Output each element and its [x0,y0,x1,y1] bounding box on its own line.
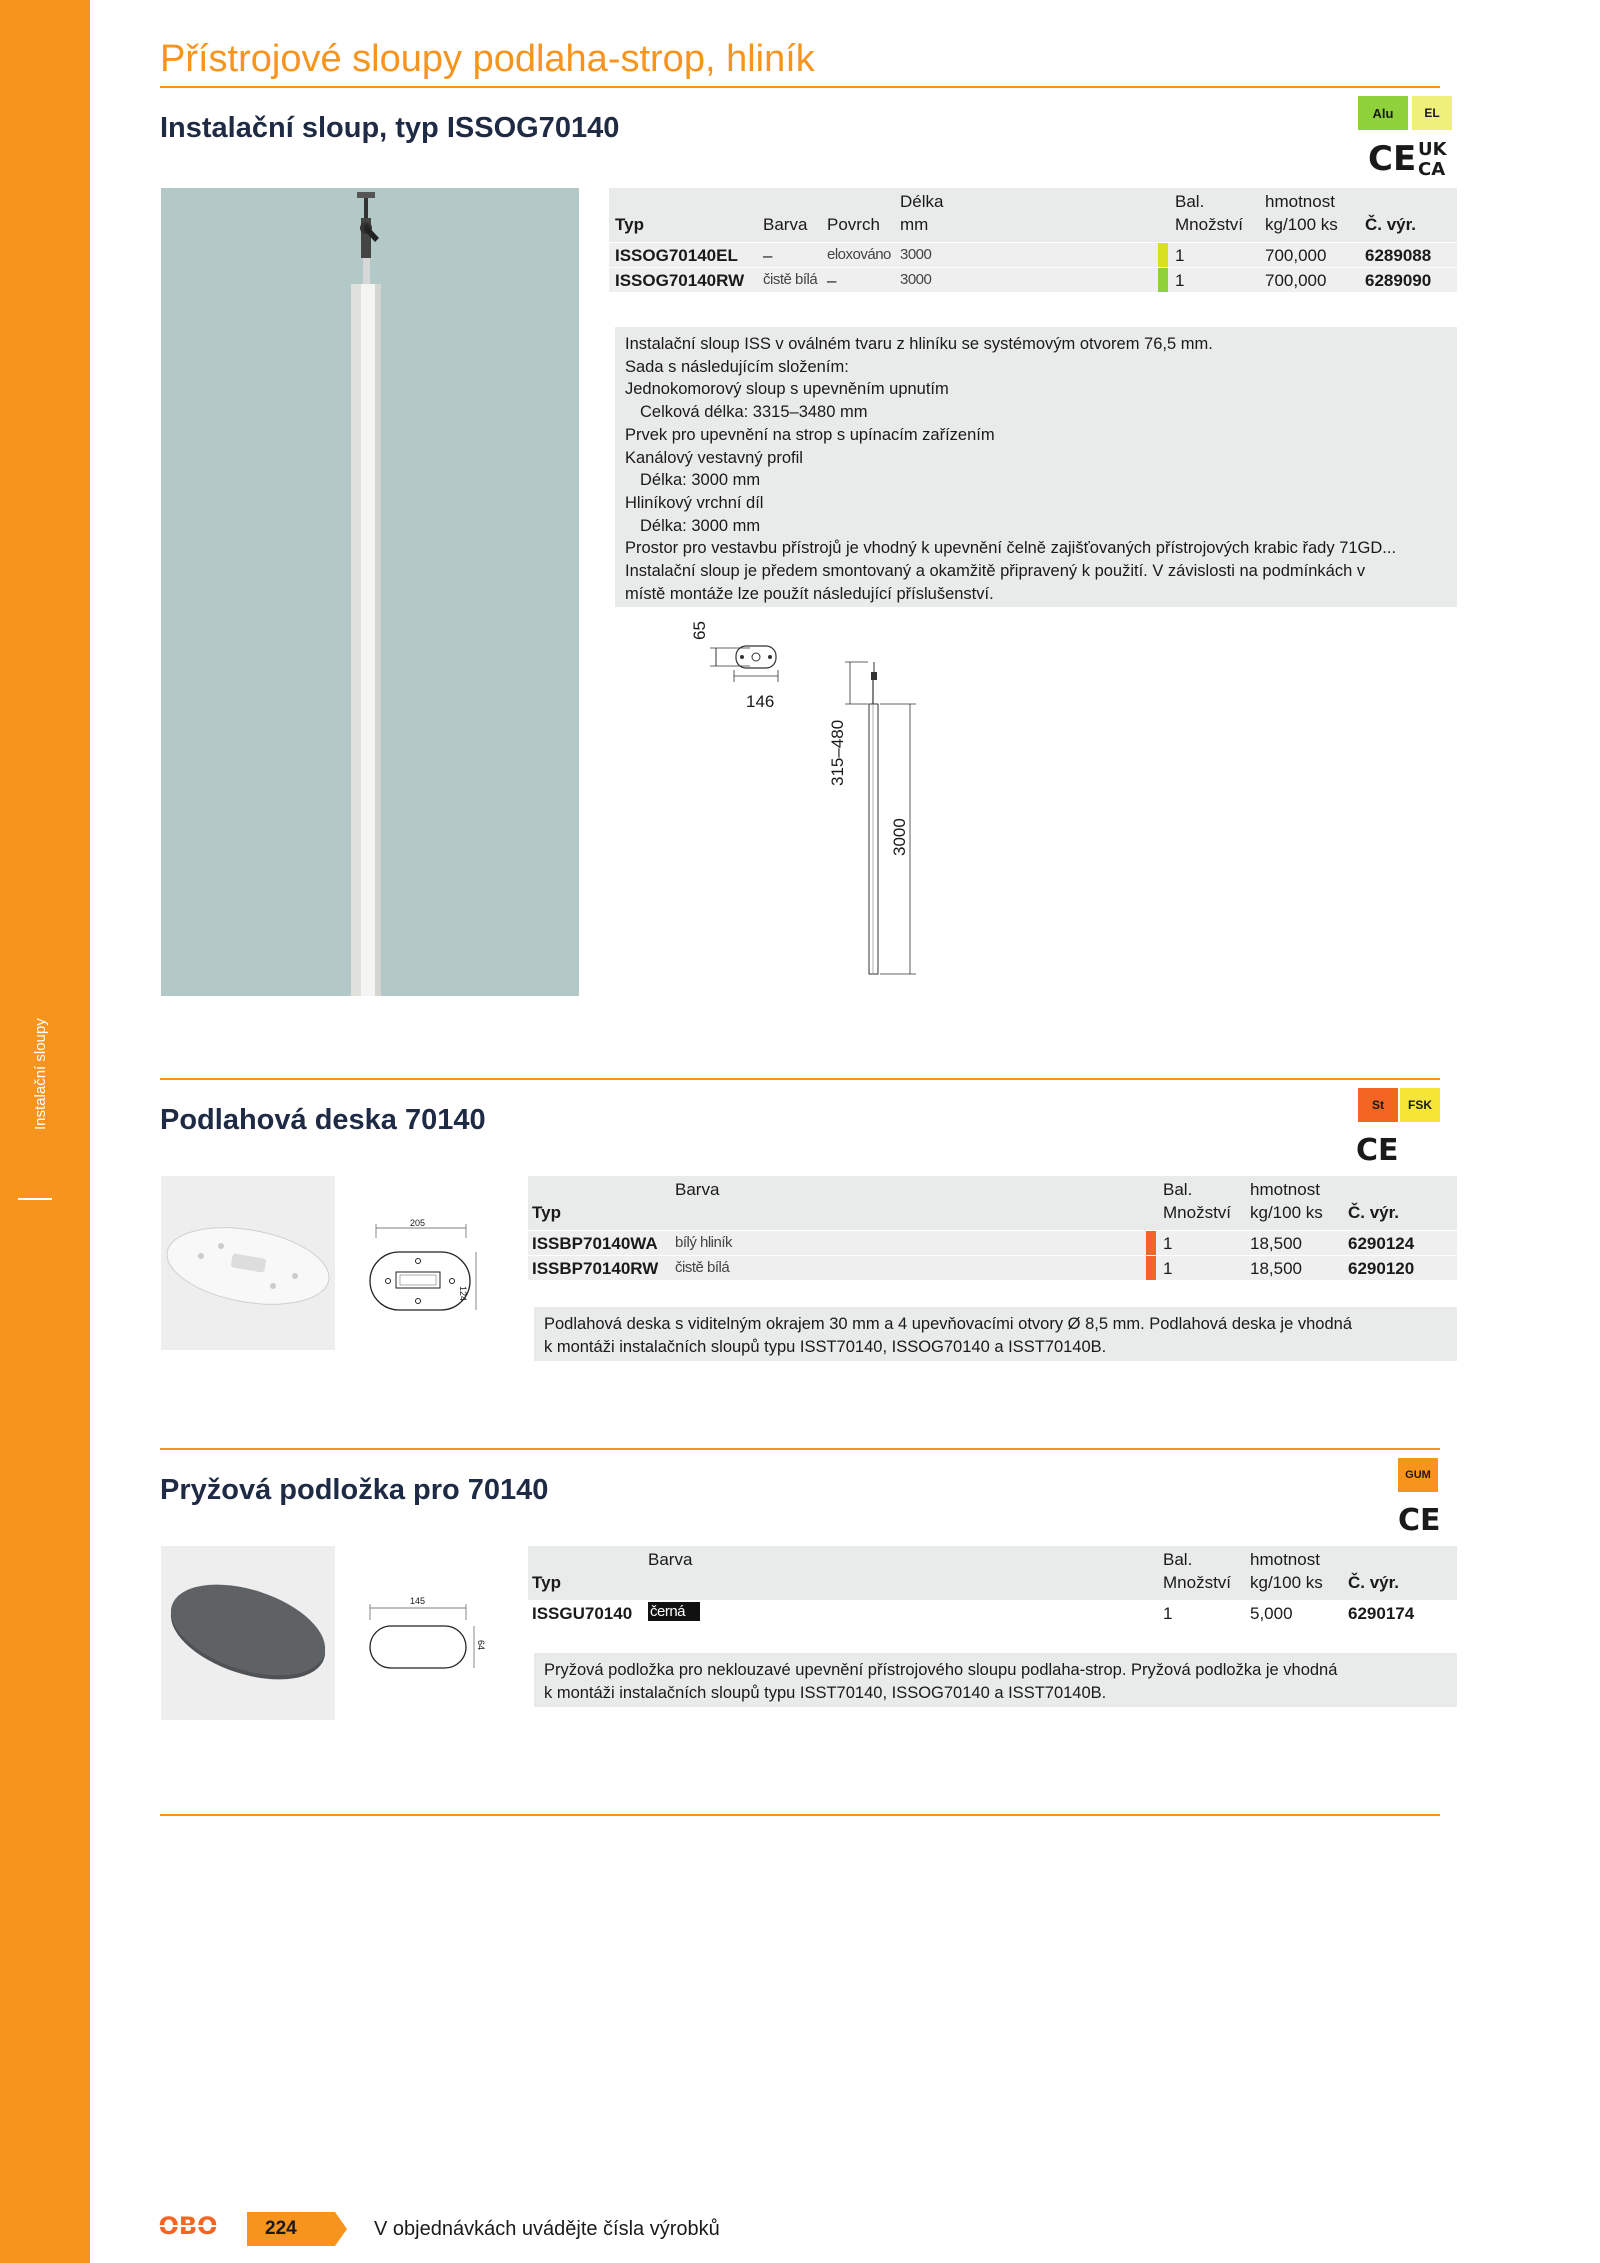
technical-drawing-rubber-pad [362,1590,492,1680]
col-header-delka: Délka [900,192,944,211]
table-row [528,1600,1457,1625]
svg-text:CE: CE [1368,139,1417,178]
cell-barva: čistě bílá [763,271,818,288]
desc-line: k montáži instalačních sloupů typu ISST70140, ISSOG70140 a ISST70140B. [544,1337,1107,1356]
cell-typ: ISSOG70140RW [615,271,745,290]
dim-label-205: 205 [410,1218,426,1228]
desc-line: Jednokomorový sloup s upevněním upnutím [625,380,949,399]
badge-alu: Alu [1358,96,1408,130]
desc-line: Prvek pro upevnění na strop s upínacím zařízením [625,425,995,444]
obo-logo [148,2212,228,2240]
col-header-cvyr: Č. výr. [1365,215,1417,234]
section-rule [160,1814,1440,1816]
col-header-cvyr: Č. výr. [1348,1573,1400,1592]
cell-mnozstvi: 1 [1163,1604,1173,1623]
cell-mnozstvi: 1 [1175,271,1185,290]
col-header-hmotnost-unit: kg/100 ks [1250,1573,1323,1592]
col-header-mnozstvi: Množství [1175,215,1244,234]
cell-typ: ISSBP70140RW [532,1259,659,1278]
svg-text:CE: CE [1398,1503,1441,1536]
table-header [609,188,1457,242]
product-photo-column [161,188,579,996]
section-title-rubber-pad: Pryžová podložka pro 70140 [160,1474,549,1506]
dim-label-315-480: 315–480 [828,719,847,786]
row-color-bar [1146,1231,1156,1255]
cell-typ: ISSGU70140 [532,1604,633,1623]
col-header-hmotnost: hmotnost [1265,192,1335,211]
cell-barva: – [763,246,773,265]
cell-mnozstvi: 1 [1163,1259,1173,1278]
section-title-floor-plate: Podlahová deska 70140 [160,1104,486,1136]
badge-el: EL [1412,96,1452,130]
col-header-cvyr: Č. výr. [1348,1203,1400,1222]
svg-text:OBO: OBO [158,2212,218,2240]
page-number-tab [247,2212,347,2246]
table-row [528,1230,1457,1255]
col-header-hmotnost: hmotnost [1250,1550,1320,1569]
cell-cvyr: 6290124 [1348,1234,1415,1253]
cell-delka: 3000 [900,246,932,263]
section-title-column: Instalační sloup, typ ISSOG70140 [160,112,620,144]
desc-line: Instalační sloup ISS v oválném tvaru z hliníku se systémovým otvorem 76,5 mm. [625,335,1213,353]
ce-ukca-mark [1368,136,1454,182]
product-description-rubber-pad [534,1653,1457,1707]
dim-label-145: 145 [410,1596,426,1606]
col-header-mnozstvi: Množství [1163,1573,1232,1592]
col-header-delka-unit: mm [900,215,929,234]
desc-line: Kanálový vestavný profil [625,448,803,467]
cell-typ: ISSOG70140EL [615,246,738,265]
row-color-bar [1158,268,1168,292]
table-row [609,242,1457,267]
product-description-floor-plate [534,1307,1457,1361]
desc-line: Prostor pro vestavbu přístrojů je vhodný k upevnění čelně zajišťovaných přístrojových krabic řady 71GD... [625,539,1397,558]
cell-typ: ISSBP70140WA [532,1234,658,1253]
svg-text:CE: CE [1356,1133,1399,1166]
cell-hmotnost: 5,000 [1250,1604,1293,1623]
col-header-typ: Typ [615,215,644,234]
section-rule [160,1078,1440,1080]
dim-label-146: 146 [746,692,775,711]
dim-label-64: 64 [476,1640,486,1651]
col-header-hmotnost-unit: kg/100 ks [1250,1203,1323,1222]
table-row [609,267,1457,292]
desc-line: Pryžová podložka pro neklouzavé upevnění přístrojového sloupu podlaha-strop. Pryžová podložka je vhodná [544,1661,1338,1679]
cell-cvyr: 6290120 [1348,1259,1415,1278]
cell-barva: černá [648,1602,700,1621]
product-photo-rubber-pad [161,1546,335,1720]
cell-cvyr: 6289090 [1365,271,1432,290]
cell-mnozstvi: 1 [1175,246,1185,265]
ce-mark [1356,1130,1400,1170]
ce-mark [1398,1500,1442,1540]
cell-delka: 3000 [900,271,932,288]
dim-label-124: 124 [458,1286,468,1302]
col-header-mnozstvi: Množství [1163,1203,1232,1222]
table-row [528,1255,1457,1280]
col-header-hmotnost-unit: kg/100 ks [1265,215,1338,234]
side-bar [0,0,90,2263]
desc-line: Délka: 3000 mm [640,471,761,490]
cell-hmotnost: 18,500 [1250,1259,1302,1278]
desc-line: Instalační sloup je předem smontovaný a okamžitě připravený k použití. V závislosti na podmínkách v [625,562,1366,581]
col-header-barva: Barva [763,215,808,234]
product-description-column [615,327,1457,607]
desc-line: místě montáže lze použít následující příslušenství. [625,584,994,603]
side-tick [18,1198,52,1200]
col-header-hmotnost: hmotnost [1250,1180,1320,1199]
page-title: Přístrojové sloupy podlaha-strop, hliník [160,38,815,80]
row-color-bar [1146,1256,1156,1280]
desc-line: Hliníkový vrchní díl [625,493,764,512]
col-header-bal: Bal. [1175,192,1205,211]
desc-line: k montáži instalačních sloupů typu ISST70140, ISSOG70140 a ISST70140B. [544,1683,1107,1702]
product-table-rubber-pad [528,1546,1457,1625]
cell-hmotnost: 700,000 [1265,271,1327,290]
cell-hmotnost: 700,000 [1265,246,1327,265]
cell-cvyr: 6289088 [1365,246,1432,265]
footer-note: V objednávkách uvádějte čísla výrobků [374,2218,720,2240]
svg-text:UK: UK [1418,139,1447,160]
cell-povrch: – [827,271,837,290]
dim-label-65: 65 [690,621,709,640]
technical-drawing-floor-plate [362,1210,482,1330]
col-header-barva: Barva [648,1550,693,1569]
cell-hmotnost: 18,500 [1250,1234,1302,1253]
cell-barva: bílý hliník [675,1234,733,1251]
product-photo-floor-plate [161,1176,335,1350]
col-header-povrch: Povrch [827,215,880,234]
cell-cvyr: 6290174 [1348,1604,1415,1623]
table-header [528,1546,1457,1600]
cell-mnozstvi: 1 [1163,1234,1173,1253]
technical-drawing-column [690,610,930,990]
col-header-bal: Bal. [1163,1180,1193,1199]
desc-line: Délka: 3000 mm [640,516,761,535]
badge-fsk: FSK [1400,1088,1440,1122]
col-header-barva: Barva [675,1180,720,1199]
cell-povrch: eloxováno [827,246,891,263]
col-header-typ: Typ [532,1203,561,1222]
title-rule [160,86,1440,88]
product-table-column [609,188,1457,292]
desc-line: Celková délka: 3315–3480 mm [640,403,868,422]
side-chapter-label: Instalační sloupy [32,1018,49,1130]
badge-gum: GUM [1398,1458,1438,1492]
svg-text:CA: CA [1418,159,1446,178]
dim-label-3000: 3000 [890,818,909,856]
section-rule [160,1448,1440,1450]
table-header [528,1176,1457,1230]
row-color-bar [1158,243,1168,267]
cell-barva: čistě bílá [675,1259,730,1276]
desc-line: Podlahová deska s viditelným okrajem 30 mm a 4 upevňovacími otvory Ø 8,5 mm. Podlahová deska je vhodná [544,1315,1352,1333]
col-header-bal: Bal. [1163,1550,1193,1569]
product-table-floor-plate [528,1176,1457,1280]
page-number: 224 [265,2218,297,2239]
badge-st: St [1358,1088,1398,1122]
col-header-typ: Typ [532,1573,561,1592]
desc-line: Sada s následujícím složením: [625,357,849,376]
